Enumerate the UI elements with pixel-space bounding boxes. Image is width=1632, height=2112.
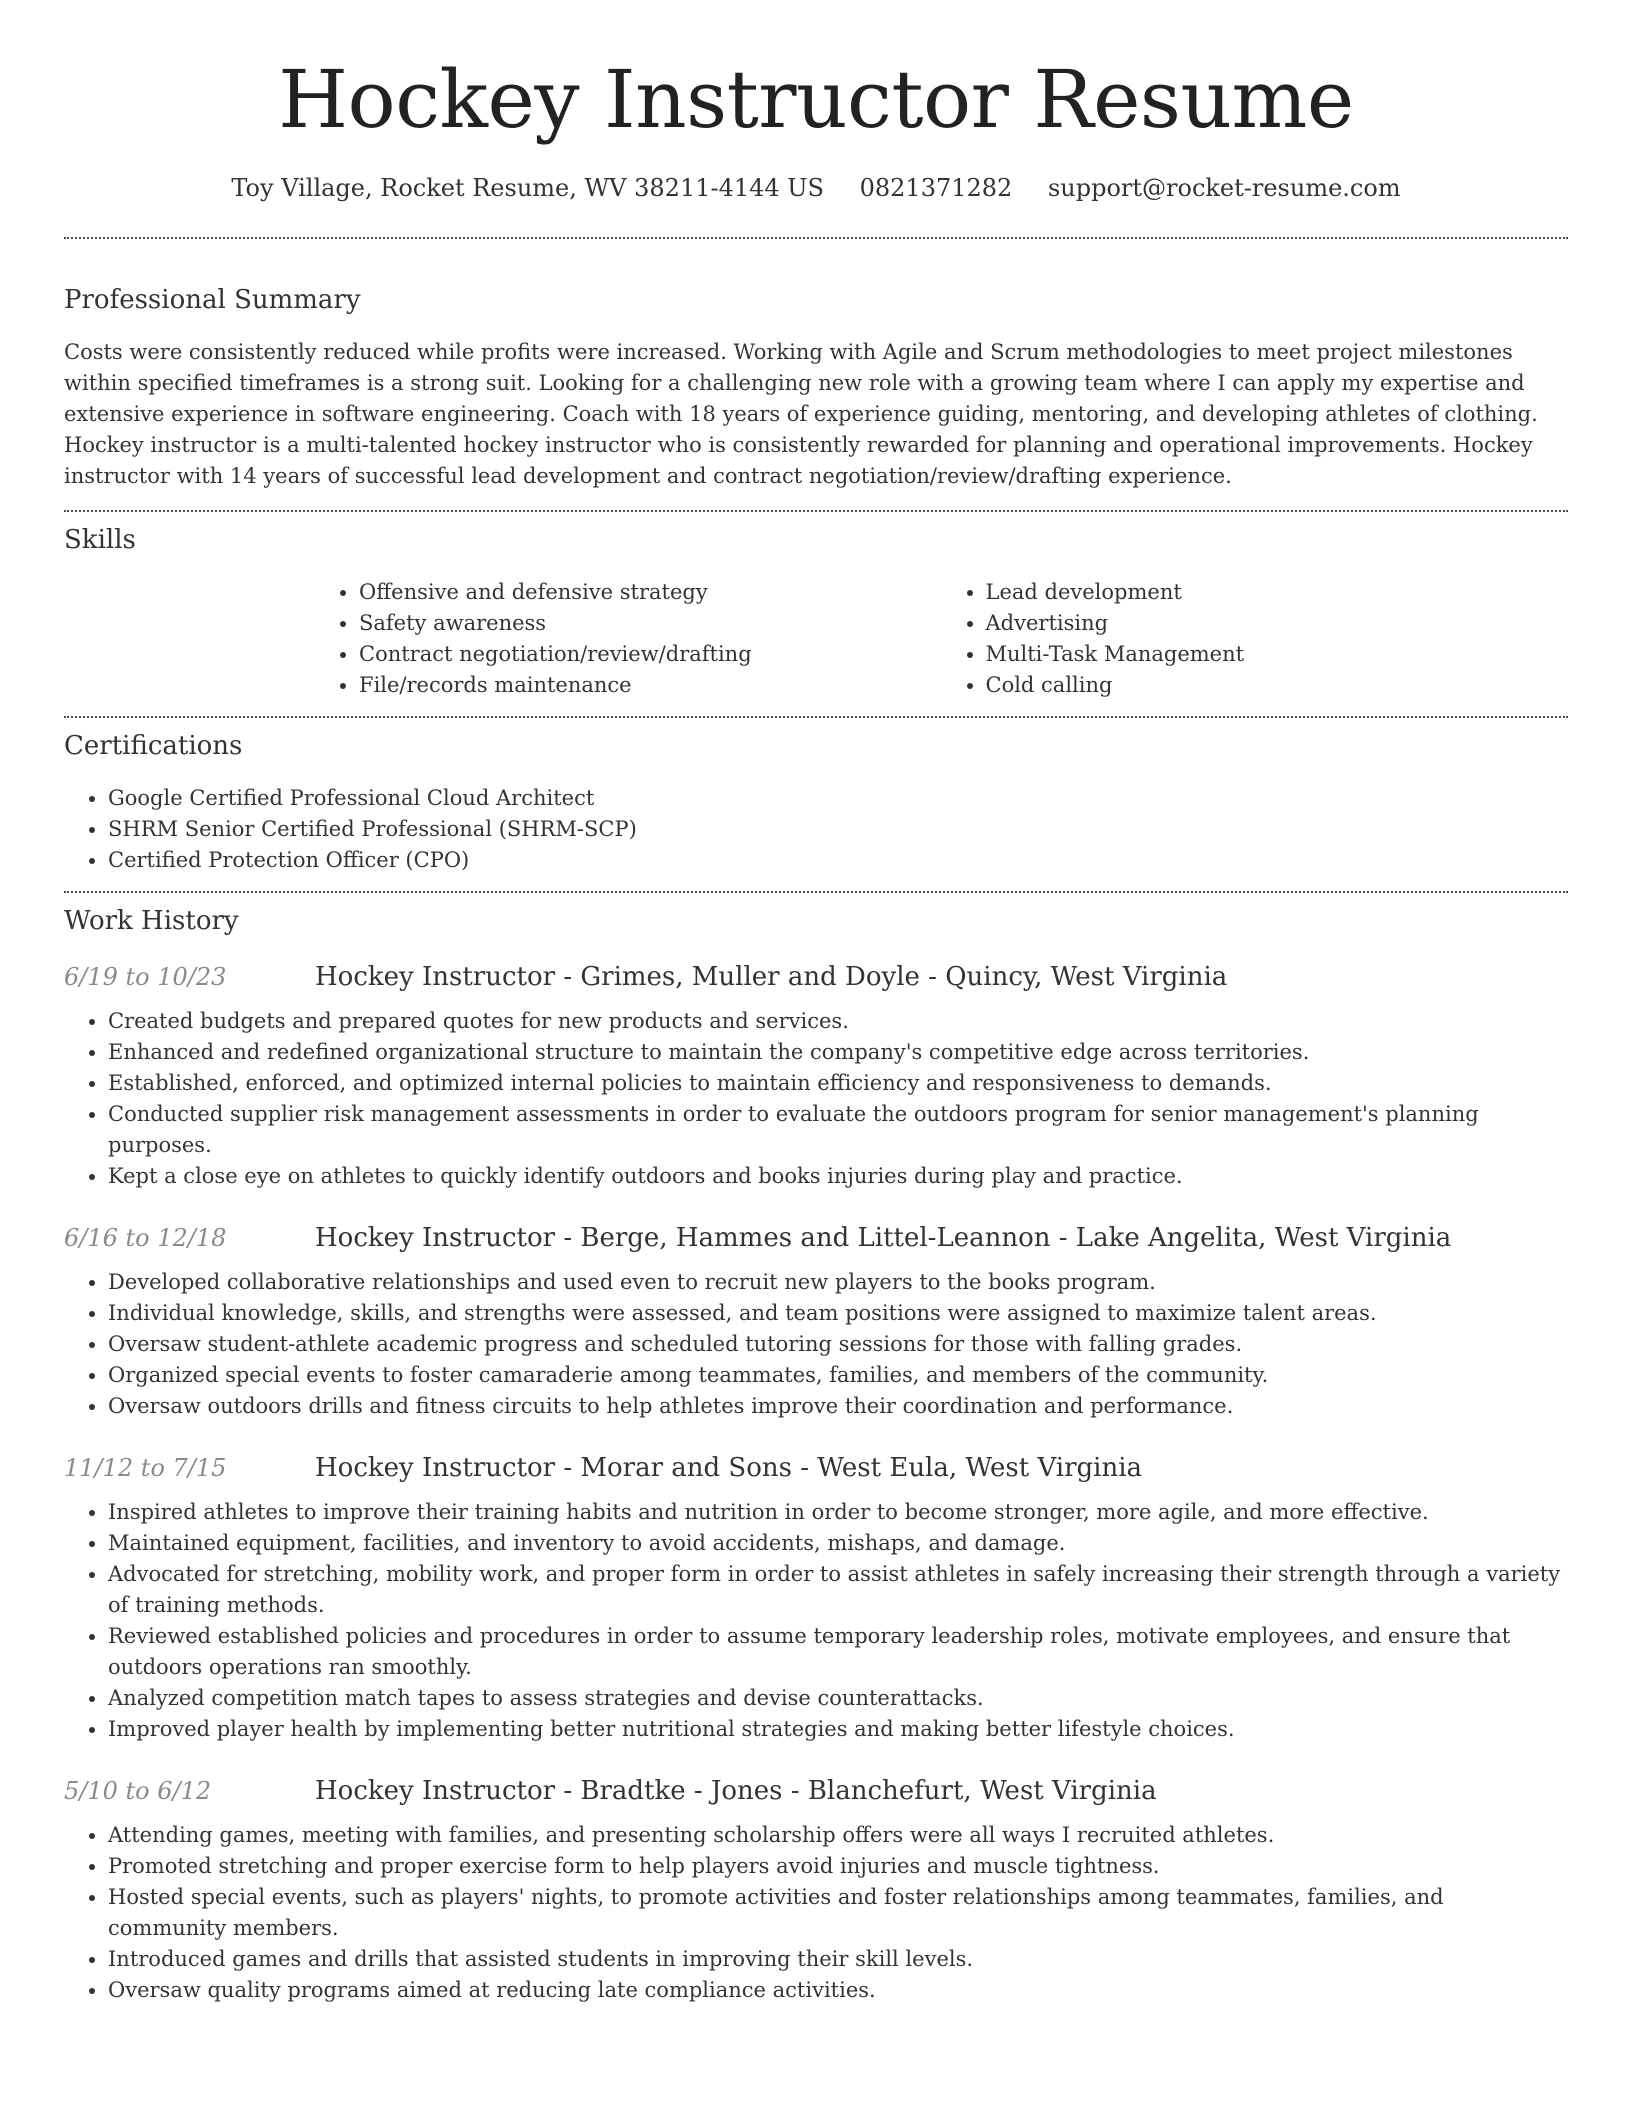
job-entry bbox=[64, 960, 1568, 1192]
job-bullet: • Oversaw quality programs aimed at reducing late compliance activities. bbox=[108, 1975, 1568, 2006]
job-bullets bbox=[64, 1820, 1568, 2006]
skills-list-right bbox=[942, 577, 1569, 701]
skill-item: • Lead development bbox=[986, 577, 1569, 608]
skill-item: • Safety awareness bbox=[359, 608, 942, 639]
work-history-section bbox=[64, 893, 1568, 2006]
contact-phone: 0821371282 bbox=[859, 174, 1013, 202]
job-header bbox=[64, 1221, 1568, 1255]
job-dates: 11/12 to 7/15 bbox=[64, 1454, 227, 1482]
job-bullet: • Individual knowledge, skills, and strengths were assessed, and team positions were assigned to maximize talent areas. bbox=[108, 1298, 1568, 1329]
job-bullets bbox=[64, 1497, 1568, 1745]
summary-heading: Professional Summary bbox=[64, 285, 361, 315]
job-bullet: • Oversaw student-athlete academic progress and scheduled tutoring sessions for those with falling grades. bbox=[108, 1329, 1568, 1360]
skills-list-left bbox=[315, 577, 942, 701]
skill-item: • File/records maintenance bbox=[359, 670, 942, 701]
job-header bbox=[64, 960, 1568, 994]
job-bullet: • Analyzed competition match tapes to assess strategies and devise counterattacks. bbox=[108, 1683, 1568, 1714]
job-title: Hockey Instructor - Bradtke - Jones - Blanchefurt, West Virginia bbox=[315, 1776, 1157, 1806]
job-bullet: • Attending games, meeting with families, and presenting scholarship offers were all ways I recruited athletes. bbox=[108, 1820, 1568, 1851]
job-dates: 6/19 to 10/23 bbox=[64, 963, 227, 991]
job-bullet: • Oversaw outdoors drills and fitness circuits to help athletes improve their coordination and performance. bbox=[108, 1391, 1568, 1422]
work-history-heading: Work History bbox=[64, 906, 239, 936]
certifications-section bbox=[64, 718, 1568, 876]
job-bullet: • Promoted stretching and proper exercise form to help players avoid injuries and muscle tightness. bbox=[108, 1851, 1568, 1882]
job-bullet: • Conducted supplier risk management assessments in order to evaluate the outdoors program for senior management's planning purposes. bbox=[108, 1099, 1568, 1161]
resume-title: Hockey Instructor Resume bbox=[278, 53, 1354, 146]
skill-item: • Cold calling bbox=[986, 670, 1569, 701]
certification-item: • Google Certified Professional Cloud Architect bbox=[108, 783, 1568, 814]
job-bullet: • Created budgets and prepared quotes for new products and services. bbox=[108, 1006, 1568, 1037]
job-bullet: • Improved player health by implementing better nutritional strategies and making better lifestyle choices. bbox=[108, 1714, 1568, 1745]
job-bullet: • Developed collaborative relationships and used even to recruit new players to the books program. bbox=[108, 1267, 1568, 1298]
job-header bbox=[64, 1451, 1568, 1485]
skills-section bbox=[64, 512, 1568, 701]
job-entry bbox=[64, 1451, 1568, 1745]
skill-item: • Advertising bbox=[986, 608, 1569, 639]
job-bullet: • Established, enforced, and optimized internal policies to maintain efficiency and responsiveness to demands. bbox=[108, 1068, 1568, 1099]
contact-line bbox=[64, 170, 1568, 206]
job-bullet: • Introduced games and drills that assisted students in improving their skill levels. bbox=[108, 1944, 1568, 1975]
skills-grid bbox=[315, 577, 1568, 701]
skill-item: • Contract negotiation/review/drafting bbox=[359, 639, 942, 670]
job-header bbox=[64, 1774, 1568, 1808]
certifications-list bbox=[64, 783, 1568, 876]
job-entry bbox=[64, 1221, 1568, 1422]
certification-item: • Certified Protection Officer (CPO) bbox=[108, 845, 1568, 876]
job-dates: 6/16 to 12/18 bbox=[64, 1224, 227, 1252]
job-bullet: • Inspired athletes to improve their training habits and nutrition in order to become stronger, more agile, and more effective. bbox=[108, 1497, 1568, 1528]
job-entry bbox=[64, 1774, 1568, 2006]
job-bullets bbox=[64, 1006, 1568, 1192]
job-title: Hockey Instructor - Morar and Sons - West Eula, West Virginia bbox=[315, 1453, 1143, 1483]
summary-section bbox=[64, 239, 1568, 492]
certifications-heading: Certifications bbox=[64, 731, 243, 761]
job-bullet: • Maintained equipment, facilities, and inventory to avoid accidents, mishaps, and damage. bbox=[108, 1528, 1568, 1559]
contact-address: Toy Village, Rocket Resume, WV 38211-4144 US bbox=[231, 174, 824, 202]
job-bullet: • Hosted special events, such as players' nights, to promote activities and foster relationships among teammates, families, and community members. bbox=[108, 1882, 1568, 1944]
skill-item: • Offensive and defensive strategy bbox=[359, 577, 942, 608]
job-title: Hockey Instructor - Berge, Hammes and Littel-Leannon - Lake Angelita, West Virginia bbox=[315, 1223, 1452, 1253]
skill-item: • Multi-Task Management bbox=[986, 639, 1569, 670]
contact-email: support@rocket-resume.com bbox=[1047, 174, 1401, 202]
job-dates: 5/10 to 6/12 bbox=[64, 1777, 212, 1805]
job-bullet: • Reviewed established policies and procedures in order to assume temporary leadership roles, motivate employees, and ensure that outdoors operations ran smoothly. bbox=[108, 1621, 1568, 1683]
job-bullet: • Organized special events to foster camaraderie among teammates, families, and members of the community. bbox=[108, 1360, 1568, 1391]
job-bullet: • Advocated for stretching, mobility work, and proper form in order to assist athletes in safely increasing their strength through a variety of training methods. bbox=[108, 1559, 1568, 1621]
certification-item: • SHRM Senior Certified Professional (SHRM-SCP) bbox=[108, 814, 1568, 845]
job-bullet: • Enhanced and redefined organizational structure to maintain the company's competitive edge across territories. bbox=[108, 1037, 1568, 1068]
job-bullets bbox=[64, 1267, 1568, 1422]
skills-heading: Skills bbox=[64, 525, 136, 555]
job-title: Hockey Instructor - Grimes, Muller and Doyle - Quincy, West Virginia bbox=[315, 962, 1228, 992]
job-bullet: • Kept a close eye on athletes to quickly identify outdoors and books injuries during play and practice. bbox=[108, 1161, 1568, 1192]
summary-text: Costs were consistently reduced while profits were increased. Working with Agile and Scrum methodologies to meet project milestones within specified timeframes is a strong suit. Looking for a challenging new role with a growing team where I can apply my expertise and extensive experience in software engineering. Coach with 18 years of experience guiding, mentoring, and developing athletes of clothing. Hockey instructor is a multi-talented hockey instructor who is consistently rewarded for planning and operational improvements. Hockey instructor with 14 years of successful lead development and contract negotiation/review/drafting experience. bbox=[64, 340, 1538, 488]
